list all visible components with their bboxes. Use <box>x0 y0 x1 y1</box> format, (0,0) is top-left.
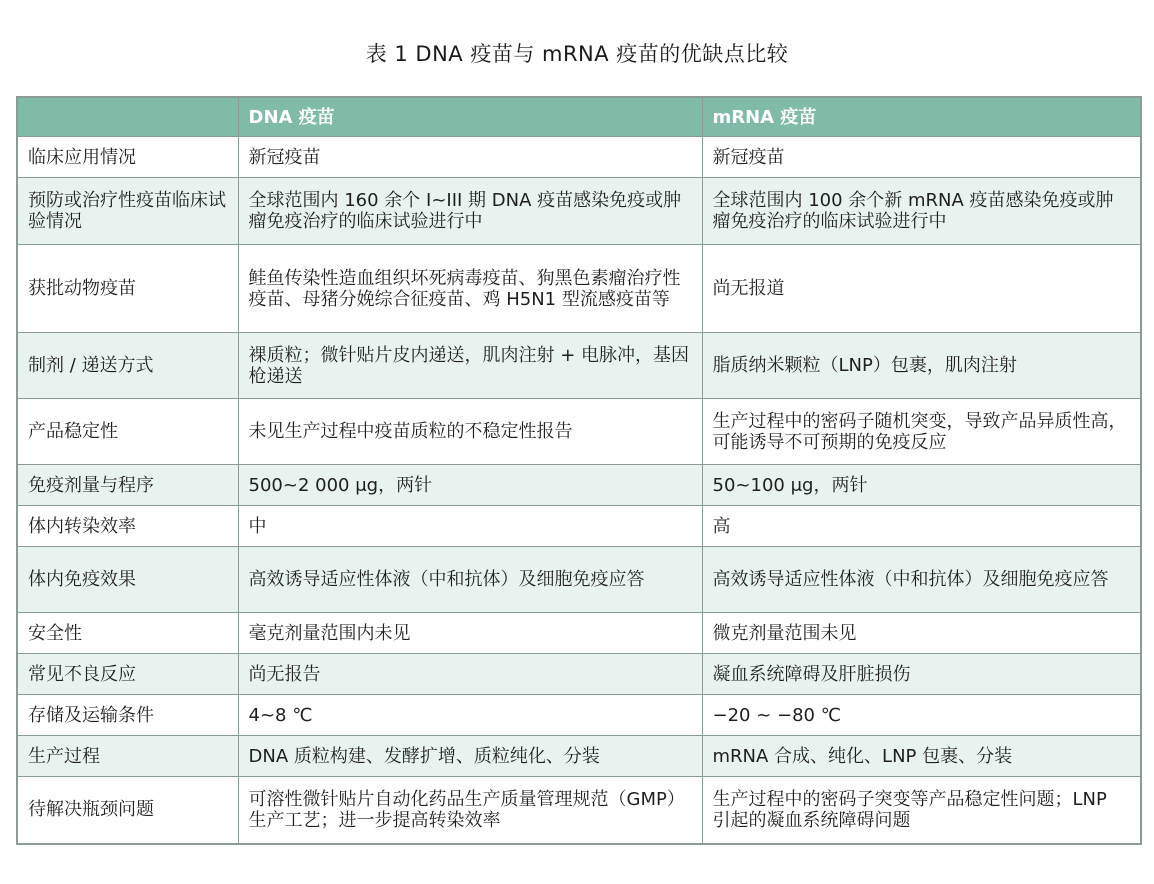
table-row <box>17 695 1141 736</box>
mrna-cell: 新冠疫苗 <box>702 137 1141 178</box>
table-title: 表 1 DNA 疫苗与 mRNA 疫苗的优缺点比较 <box>365 42 789 66</box>
dna-cell: 高效诱导适应性体液（中和抗体）及细胞免疫应答 <box>238 547 702 613</box>
row-label: 预防或治疗性疫苗临床试验情况 <box>17 178 238 245</box>
table-row <box>17 399 1141 465</box>
header-empty <box>17 97 238 137</box>
mrna-cell: 高效诱导适应性体液（中和抗体）及细胞免疫应答 <box>702 547 1141 613</box>
dna-cell: 裸质粒；微针贴片皮内递送，肌肉注射 + 电脉冲，基因枪递送 <box>238 333 702 399</box>
table-row <box>17 137 1141 178</box>
row-label: 获批动物疫苗 <box>17 245 238 333</box>
dna-cell: 可溶性微针贴片自动化药品生产质量管理规范（GMP）生产工艺；进一步提高转染效率 <box>238 777 702 844</box>
header-row <box>17 97 1141 137</box>
row-label: 体内免疫效果 <box>17 547 238 613</box>
row-label: 存储及运输条件 <box>17 695 238 736</box>
mrna-cell: 尚无报道 <box>702 245 1141 333</box>
mrna-cell: 凝血系统障碍及肝脏损伤 <box>702 654 1141 695</box>
row-label: 产品稳定性 <box>17 399 238 465</box>
comparison-table <box>16 96 1142 845</box>
row-label: 临床应用情况 <box>17 137 238 178</box>
dna-cell: 毫克剂量范围内未见 <box>238 613 702 654</box>
dna-cell: 新冠疫苗 <box>238 137 702 178</box>
table-row <box>17 178 1141 245</box>
row-label: 待解决瓶颈问题 <box>17 777 238 844</box>
table-row <box>17 245 1141 333</box>
mrna-cell: −20 ~ −80 ℃ <box>702 695 1141 736</box>
table-row <box>17 777 1141 844</box>
table-row <box>17 506 1141 547</box>
header-mrna: mRNA 疫苗 <box>702 97 1141 137</box>
table-row <box>17 547 1141 613</box>
row-label: 生产过程 <box>17 736 238 777</box>
mrna-cell: 高 <box>702 506 1141 547</box>
table-row <box>17 465 1141 506</box>
row-label: 免疫剂量与程序 <box>17 465 238 506</box>
dna-cell: 未见生产过程中疫苗质粒的不稳定性报告 <box>238 399 702 465</box>
dna-cell: DNA 质粒构建、发酵扩增、质粒纯化、分装 <box>238 736 702 777</box>
dna-cell: 尚无报告 <box>238 654 702 695</box>
dna-cell: 鲑鱼传染性造血组织坏死病毒疫苗、狗黑色素瘤治疗性疫苗、母猪分娩综合征疫苗、鸡 H5N1 型流感疫苗等 <box>238 245 702 333</box>
mrna-cell: 脂质纳米颗粒（LNP）包裹，肌肉注射 <box>702 333 1141 399</box>
row-label: 体内转染效率 <box>17 506 238 547</box>
row-label: 制剂 / 递送方式 <box>17 333 238 399</box>
table-row <box>17 736 1141 777</box>
mrna-cell: 生产过程中的密码子随机突变，导致产品异质性高，可能诱导不可预期的免疫反应 <box>702 399 1141 465</box>
dna-cell: 全球范围内 160 余个 I~III 期 DNA 疫苗感染免疫或肿瘤免疫治疗的临床试验进行中 <box>238 178 702 245</box>
dna-cell: 中 <box>238 506 702 547</box>
row-label: 常见不良反应 <box>17 654 238 695</box>
table-row <box>17 654 1141 695</box>
mrna-cell: 全球范围内 100 余个新 mRNA 疫苗感染免疫或肿瘤免疫治疗的临床试验进行中 <box>702 178 1141 245</box>
table-row <box>17 613 1141 654</box>
mrna-cell: 50~100 μg，两针 <box>702 465 1141 506</box>
dna-cell: 500~2 000 μg，两针 <box>238 465 702 506</box>
mrna-cell: mRNA 合成、纯化、LNP 包裹、分装 <box>702 736 1141 777</box>
header-dna: DNA 疫苗 <box>238 97 702 137</box>
mrna-cell: 生产过程中的密码子突变等产品稳定性问题；LNP 引起的凝血系统障碍问题 <box>702 777 1141 844</box>
dna-cell: 4~8 ℃ <box>238 695 702 736</box>
mrna-cell: 微克剂量范围未见 <box>702 613 1141 654</box>
row-label: 安全性 <box>17 613 238 654</box>
table-row <box>17 333 1141 399</box>
